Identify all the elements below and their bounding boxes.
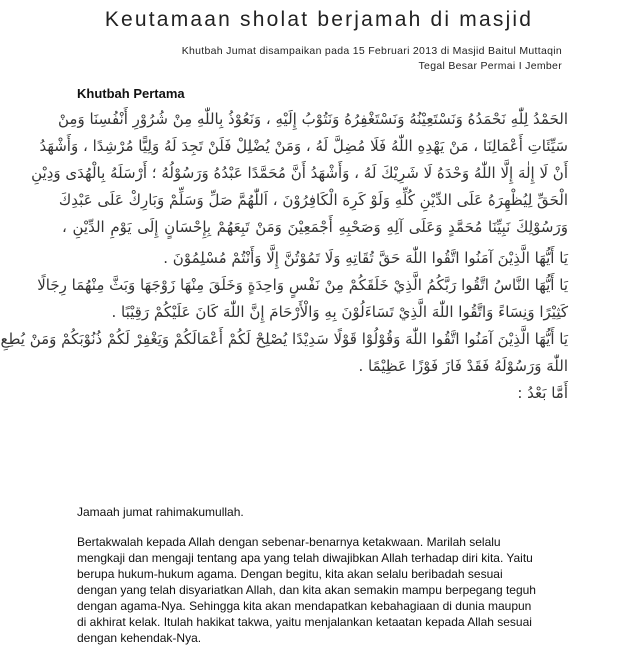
paragraph-line: dengan yang telah disyariatkan Allah, dan kita akan semakin mampu berpegang teguh [77, 583, 536, 597]
sermon-body [77, 504, 577, 646]
sermon-date-location: Khutbah Jumat disampaikan pada 15 Februari 2013 di Masjid Baitul Muttaqin [181, 45, 562, 57]
arabic-line: اللّٰهَ وَرَسُوْلَهُ فَقَدْ فَازَ فَوْزًا عَظِيْمًا . [358, 357, 568, 375]
arabic-line: يَا أَيُّهَا الَّذِيْنَ آمَنُوا اتَّقُوا اللّٰهَ وَقُوْلُوْا قَوْلًا سَدِيْدًا يُصْلِحْ لَكُمْ أَعْمَالَكُمْ وَيَغْفِرْ لَكُمْ ذُنُوْبَكُمْ وَمَنْ يُطِعِ [0, 330, 568, 348]
arabic-text-block [0, 106, 568, 486]
paragraph [77, 534, 577, 646]
arabic-line: أَمَّا بَعْدُ : [517, 384, 568, 402]
arabic-line: كَثِيْرًا وَنِسَاءً وَاتَّقُوا اللّٰهَ الَّذِيْ تَسَاءَلُوْنَ بِهِ وَالْأَرْحَامَ إِنَّ اللّٰهَ كَانَ عَلَيْكُمْ رَقِيْبًا . [111, 303, 568, 321]
paragraph-line: berupa hukum-hukum agama. Dengan begitu, kita akan selalu beribadah sesuai [77, 567, 503, 581]
paragraph-line: di akhirat kelak. Itulah hakikat takwa, yaitu menjalankan ketaatan kepada Allah sesuai [77, 615, 532, 629]
arabic-line: الحَمْدُ لِلّٰهِ نَحْمَدُهُ وَنَسْتَعِيْنُهُ وَنَسْتَغْفِرُهُ وَنَتُوْبُ إِلَيْهِ ، وَنَعُوْذُ بِاللّٰهِ مِنْ شُرُوْرِ أَنْفُسِنَا وَمِنْ [58, 110, 568, 128]
arabic-line: يَا أَيُّهَا النَّاسُ اتَّقُوا رَبَّكُمُ الَّذِيْ خَلَقَكُمْ مِنْ نَفْسٍ وَاحِدَةٍ وَخَلَقَ مِنْهَا زَوْجَهَا وَبَثَّ مِنْهُمَا رِجَالًا [37, 276, 568, 294]
paragraph-line: Bertakwalah kepada Allah dengan sebenar-benarnya ketakwaan. Marilah selalu [77, 535, 501, 549]
document-title: Keutamaan sholat berjamah di masjid [104, 8, 534, 31]
sermon-address: Tegal Besar Permai I Jember [418, 60, 562, 72]
greeting: Jamaah jumat rahimakumullah. [77, 505, 244, 519]
arabic-line: أَنْ لَا إِلٰهَ إِلَّا اللّٰهُ وَحْدَهُ لَا شَرِيْكَ لَهُ ، وَأَشْهَدُ أَنَّ مُحَمَّدًا عَبْدُهُ وَرَسُوْلُهُ ؛ أَرْسَلَهُ بِالْهُدَى وَدِيْنِ [31, 164, 568, 182]
arabic-line: الْحَقِّ لِيُظْهِرَهُ عَلَى الدِّيْنِ كُلِّهِ وَلَوْ كَرِهَ الْكَافِرُوْنَ ، اَللّٰهُمَّ صَلِّ وَسَلِّمْ وَبَارِكْ عَلَى عَبْدِكَ [58, 191, 568, 209]
paragraph-line: dengan kehendak-Nya. [77, 631, 202, 645]
section-title: Khutbah Pertama [77, 86, 185, 101]
arabic-line: سَيِّئَاتِ أَعْمَالِنَا ، مَنْ يَهْدِهِ اللّٰهُ فَلَا مُضِلَّ لَهُ ، وَمَنْ يُضْلِلْ فَلَنْ تَجِدَ لَهُ وَلِيًّا مُرْشِدًا ، وَأَشْهَدُ [39, 137, 568, 155]
paragraph-line: mengkaji dan mengaji tentang apa yang telah diwajibkan Allah terhadap diri kita. Yaitu [77, 551, 533, 565]
arabic-line: يَا أَيُّهَا الَّذِيْنَ آمَنُوا اتَّقُوا اللّٰهَ حَقَّ تُقَاتِهِ وَلَا تَمُوْتُنَّ إِلَّا وَأَنْتُمْ مُسْلِمُوْنَ . [163, 249, 568, 267]
arabic-line: وَرَسُوْلِكَ نَبِيِّنَا مُحَمَّدٍ وَعَلَى آلِهِ وَصَحْبِهِ أَجْمَعِيْنَ وَمَنْ تَبِعَهُمْ بِإِحْسَانٍ إِلَى يَوْمِ الدِّيْنِ ، [62, 218, 568, 236]
paragraph-line: dengan agama-Nya. Sehingga kita akan mendapatkan kebahagiaan di dunia maupun [77, 599, 532, 613]
sermon-info [182, 44, 562, 74]
